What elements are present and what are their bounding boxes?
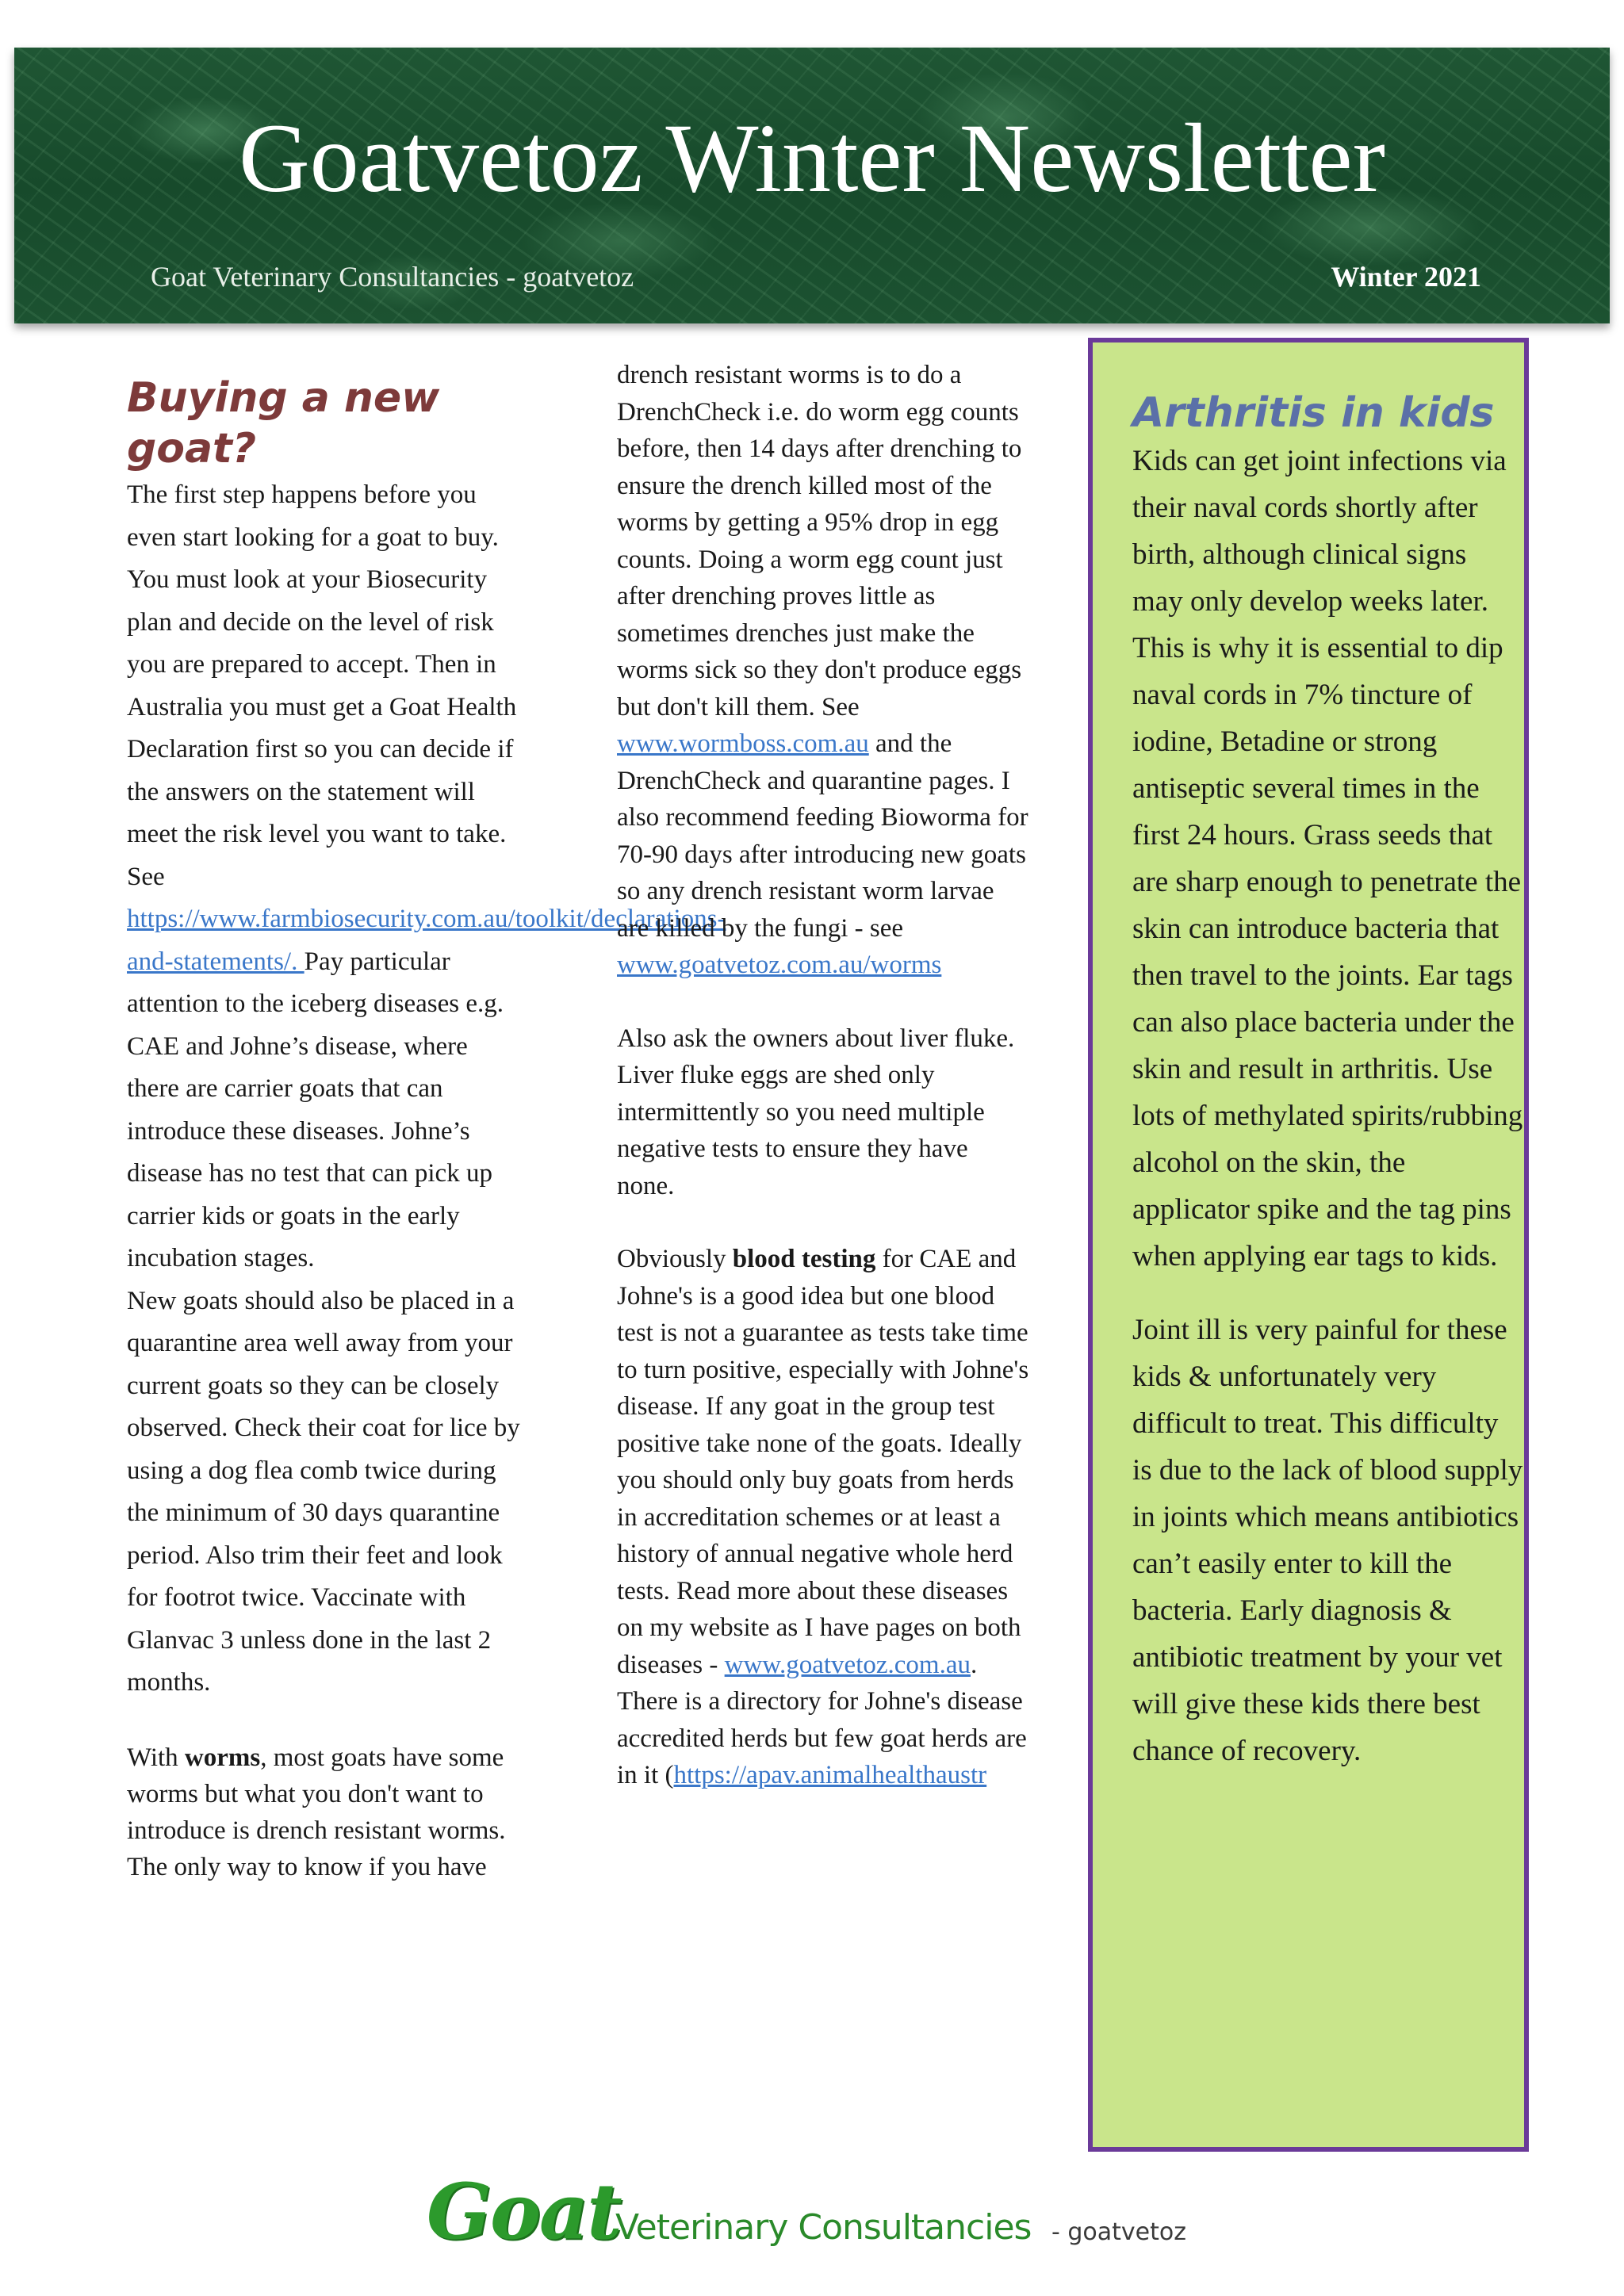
banner-subtitle: Goat Veterinary Consultancies - goatvetoz <box>151 261 634 293</box>
footer-logo <box>427 2167 1204 2263</box>
heading-buying-new-goat: Buying a new goat? <box>127 374 440 473</box>
paragraph-joint-infections: Kids can get joint infections via their naval cords shortly after birth, although clinical signs may only develop weeks later. This is why it is essential to dip naval cords in 7% tincture of iodine, Betadine or strong antiseptic several times in the first 24 hours. Grass seeds that are sharp enough to penetrate the skin can introduce bacteria that then travel to the joints. Ear tags can also place bacteria under the skin and result in arthritis. Use lots of methylated spirits/rubbing alcohol on the skin, the applicator spike and the tag pins when applying ear tags to kids. <box>1132 445 1523 1272</box>
paragraph-drenchcheck: drench resistant worms is to do a DrenchCheck i.e. do worm egg counts before, then 14 days after drenching to ensure the drench killed most of the worms by getting a 95% drop in egg counts. Doing a worm egg count just after drenching proves little as sometimes drenches just make the worms sick so they don't produce eggs but don't kill them. See www.wormboss.com.au and the DrenchCheck and quarantine pages. I also recommend feeding Bioworma for 70-90 days after introducing new goats so any drench resistant worm larvae are killed by the fungi - see www.goatvetoz.com.au/worms <box>617 361 1028 979</box>
link-goatvetoz-worms[interactable]: www.goatvetoz.com.au/worms <box>617 951 942 979</box>
paragraph-quarantine: New goats should also be placed in a quarantine area well away from your current goats so they can be closely observed. Check their coat for lice by using a dog flea comb twice during the minimum of 30 days quarantine period. Also trim their feet and look for footrot twice. Vaccinate with Glanvac 3 unless done in the last 2 months. <box>127 1286 520 1697</box>
paragraph-worms-intro: With worms, most goats have some worms but what you don't want to introduce is drench resistant worms. The only way to know if you have <box>127 1743 506 1881</box>
paragraph-biosecurity: The first step happens before you even start looking for a goat to buy. You must look at your Biosecurity plan and decide on the level of risk you are prepared to accept. Then in Australia you must get a Goat Health Declaration first so you can decide if the answers on the statement will meet the risk level you want to take. See https://www.farmbiosecurity.com.au/toolkit/declarations-and-statements/. Pay particular attention to the iceberg diseases e.g. CAE and Johne’s disease, where there are carrier goats that can introduce these diseases. Johne’s disease has no test that can pick up carrier kids or goats in the early incubation stages. <box>127 480 726 1272</box>
logo-goat-word: Goat <box>427 2167 621 2256</box>
header-banner <box>14 48 1610 323</box>
paragraph-liver-fluke: Also ask the owners about liver fluke. Liver fluke eggs are shed only intermittently so you need multiple negative tests to ensure they have none. <box>617 1024 1015 1200</box>
link-wormboss[interactable]: www.wormboss.com.au <box>617 729 869 758</box>
column-worms-testing <box>617 357 1029 1831</box>
logo-consultancies-text: Veterinary Consultancies <box>615 2207 1032 2248</box>
paragraph-joint-ill: Joint ill is very painful for these kids & unfortunately very difficult to treat. This difficulty is due to the lack of blood supply in joints which means antibiotics can’t easily enter to kill the bacteria. Early diagnosis & antibiotic treatment by your vet will give these kids there best chance of recovery. <box>1132 1314 1523 1767</box>
link-goatvetoz[interactable]: www.goatvetoz.com.au <box>724 1650 971 1679</box>
link-animalhealthaustralia[interactable]: https://apav.animalhealthaustr <box>673 1761 987 1789</box>
column-buying-goat <box>127 373 726 1885</box>
link-farmbiosecurity[interactable]: https://www.farmbiosecurity.com.au/toolkit/declarations-and-statements/. <box>127 905 726 976</box>
newsletter-title: Goatvetoz Winter Newsletter <box>239 104 1385 212</box>
banner-season: Winter 2021 <box>1331 261 1481 293</box>
heading-arthritis-in-kids: Arthritis in kids <box>1132 389 1495 437</box>
sidebar-arthritis <box>1088 338 1529 2152</box>
logo-goatvetoz-tail: - goatvetoz <box>1051 2218 1186 2246</box>
paragraph-blood-testing: Obviously blood testing for CAE and Johne's is a good idea but one blood test is not a guarantee as tests take time to turn positive, especially with Johne's disease. If any goat in the group test positive take none of the goats. Ideally you should only buy goats from herds in accreditation schemes or at least a history of annual negative whole herd tests. Read more about these diseases on my website as I have pages on both diseases - www.goatvetoz.com.au. There is a directory for Johne's disease accredited herds but few goat herds are in it (https://apav.animalhealthaustr <box>617 1245 1029 1789</box>
